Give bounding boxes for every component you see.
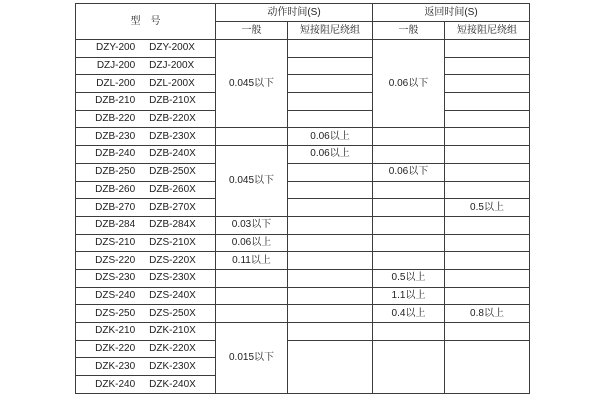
col-header-return-general: 一般 xyxy=(373,22,445,40)
table-row xyxy=(76,234,530,252)
table-row xyxy=(76,163,530,181)
return-damping-cell xyxy=(445,216,530,234)
model-cell xyxy=(76,234,216,252)
action-damping-cell xyxy=(288,287,373,305)
model-name-x: DZK-220X xyxy=(149,343,196,355)
return-damping-cell xyxy=(445,323,530,341)
action-damping-cell: 0.06以上 xyxy=(288,128,373,146)
model-name: DZS-250 xyxy=(95,307,136,319)
model-name-x: DZB-270X xyxy=(149,201,196,213)
model-name: DZK-230 xyxy=(95,360,136,372)
action-general-cell: 0.11以上 xyxy=(216,252,288,270)
model-name: DZL-200 xyxy=(96,77,136,89)
model-name: DZB-250 xyxy=(95,166,136,178)
model-name-x: DZB-240X xyxy=(149,148,196,160)
model-cell xyxy=(76,323,216,341)
col-header-model: 型 号 xyxy=(76,4,216,40)
relay-timing-table xyxy=(75,3,530,394)
return-damping-cell xyxy=(445,340,530,393)
return-general-cell: 0.06以下 xyxy=(373,163,445,181)
table-row xyxy=(76,93,530,111)
return-damping-cell xyxy=(445,93,530,111)
model-cell xyxy=(76,93,216,111)
model-name-x: DZB-230X xyxy=(149,130,196,142)
model-name: DZS-230 xyxy=(95,272,136,284)
action-damping-cell xyxy=(288,305,373,323)
col-header-action-general: 一般 xyxy=(216,22,288,40)
action-damping-cell xyxy=(288,199,373,217)
table-row xyxy=(76,199,530,217)
return-general-cell xyxy=(373,216,445,234)
return-damping-cell xyxy=(445,269,530,287)
action-damping-cell xyxy=(288,163,373,181)
return-general-cell: 0.06以下 xyxy=(373,40,445,128)
return-damping-cell xyxy=(445,163,530,181)
model-name: DZJ-200 xyxy=(96,60,136,72)
action-damping-cell xyxy=(288,252,373,270)
return-general-cell: 0.5以上 xyxy=(373,269,445,287)
model-name: DZB-240 xyxy=(95,148,136,160)
action-damping-cell xyxy=(288,57,373,75)
model-cell xyxy=(76,75,216,93)
return-general-cell xyxy=(373,340,445,393)
action-damping-cell xyxy=(288,93,373,111)
model-cell xyxy=(76,340,216,358)
model-name-x: DZY-200X xyxy=(149,42,195,54)
model-cell xyxy=(76,216,216,234)
return-damping-cell xyxy=(445,287,530,305)
return-general-cell xyxy=(373,323,445,341)
return-general-cell xyxy=(373,234,445,252)
model-cell xyxy=(76,287,216,305)
model-cell xyxy=(76,163,216,181)
model-name: DZK-240 xyxy=(95,378,136,390)
model-name-x: DZB-260X xyxy=(149,183,196,195)
action-general-cell: 0.015以下 xyxy=(216,323,288,394)
return-general-cell xyxy=(373,128,445,146)
model-cell xyxy=(76,40,216,58)
model-name-x: DZJ-200X xyxy=(149,60,195,72)
return-damping-cell xyxy=(445,57,530,75)
action-general-cell: 0.045以下 xyxy=(216,146,288,217)
table-row xyxy=(76,340,530,358)
model-name-x: DZK-230X xyxy=(149,360,196,372)
table-row xyxy=(76,40,530,58)
action-general-cell xyxy=(216,269,288,287)
table-row xyxy=(76,252,530,270)
action-general-cell: 0.045以下 xyxy=(216,40,288,128)
return-damping-cell xyxy=(445,252,530,270)
model-name-x: DZS-240X xyxy=(149,289,196,301)
col-header-action-time: 动作时间(S) xyxy=(216,4,373,22)
model-cell xyxy=(76,57,216,75)
table-row xyxy=(76,181,530,199)
return-damping-cell: 0.8以上 xyxy=(445,305,530,323)
model-name-x: DZB-284X xyxy=(149,219,196,231)
action-damping-cell xyxy=(288,110,373,128)
model-cell xyxy=(76,128,216,146)
return-general-cell xyxy=(373,199,445,217)
model-cell xyxy=(76,146,216,164)
return-general-cell: 1.1以上 xyxy=(373,287,445,305)
table-row xyxy=(76,269,530,287)
action-damping-cell xyxy=(288,40,373,58)
return-general-cell xyxy=(373,181,445,199)
header-row-1 xyxy=(76,4,530,22)
model-name-x: DZK-210X xyxy=(149,325,196,337)
return-general-cell xyxy=(373,252,445,270)
return-damping-cell xyxy=(445,146,530,164)
model-cell xyxy=(76,252,216,270)
model-name: DZS-220 xyxy=(95,254,136,266)
action-general-cell xyxy=(216,305,288,323)
col-header-action-damping: 短接阻尼绕组 xyxy=(288,22,373,40)
action-damping-cell xyxy=(288,75,373,93)
table-row xyxy=(76,110,530,128)
return-damping-cell xyxy=(445,128,530,146)
action-damping-cell xyxy=(288,323,373,341)
action-general-cell: 0.03以下 xyxy=(216,216,288,234)
action-damping-cell xyxy=(288,181,373,199)
col-header-return-damping: 短接阻尼绕组 xyxy=(445,22,530,40)
model-name: DZY-200 xyxy=(96,42,136,54)
model-name: DZB-284 xyxy=(95,219,136,231)
model-name: DZS-240 xyxy=(95,289,136,301)
model-name: DZS-210 xyxy=(95,236,136,248)
table-row xyxy=(76,57,530,75)
return-damping-cell xyxy=(445,40,530,58)
action-general-cell xyxy=(216,128,288,146)
table-row xyxy=(76,287,530,305)
table-row xyxy=(76,128,530,146)
model-name: DZB-230 xyxy=(95,130,136,142)
return-damping-cell xyxy=(445,181,530,199)
model-cell xyxy=(76,305,216,323)
return-damping-cell xyxy=(445,75,530,93)
table-row xyxy=(76,146,530,164)
table-row xyxy=(76,305,530,323)
model-name-x: DZS-250X xyxy=(149,307,196,319)
action-damping-cell xyxy=(288,234,373,252)
return-damping-cell xyxy=(445,234,530,252)
model-cell xyxy=(76,110,216,128)
model-cell xyxy=(76,358,216,376)
model-name: DZB-210 xyxy=(95,95,136,107)
return-general-cell xyxy=(373,146,445,164)
model-name-x: DZL-200X xyxy=(149,77,195,89)
action-damping-cell xyxy=(288,340,373,393)
action-damping-cell: 0.06以上 xyxy=(288,146,373,164)
model-name-x: DZS-210X xyxy=(149,236,196,248)
model-cell xyxy=(76,199,216,217)
model-name-x: DZS-220X xyxy=(149,254,196,266)
col-header-return-time: 返回时间(S) xyxy=(373,4,530,22)
return-general-cell: 0.4以上 xyxy=(373,305,445,323)
table-row xyxy=(76,75,530,93)
table-row xyxy=(76,216,530,234)
model-cell xyxy=(76,376,216,394)
action-general-cell: 0.06以上 xyxy=(216,234,288,252)
model-name: DZK-210 xyxy=(95,325,136,337)
model-name-x: DZB-220X xyxy=(149,113,196,125)
return-damping-cell: 0.5以上 xyxy=(445,199,530,217)
model-name: DZK-220 xyxy=(95,343,136,355)
action-damping-cell xyxy=(288,269,373,287)
model-name-x: DZK-240X xyxy=(149,378,196,390)
model-name: DZB-220 xyxy=(95,113,136,125)
model-name: DZB-260 xyxy=(95,183,136,195)
model-name: DZB-270 xyxy=(95,201,136,213)
return-damping-cell xyxy=(445,110,530,128)
table-row xyxy=(76,323,530,341)
model-name-x: DZB-250X xyxy=(149,166,196,178)
model-name-x: DZS-230X xyxy=(149,272,196,284)
action-general-cell xyxy=(216,287,288,305)
model-name-x: DZB-210X xyxy=(149,95,196,107)
model-cell xyxy=(76,181,216,199)
model-cell xyxy=(76,269,216,287)
action-damping-cell xyxy=(288,216,373,234)
